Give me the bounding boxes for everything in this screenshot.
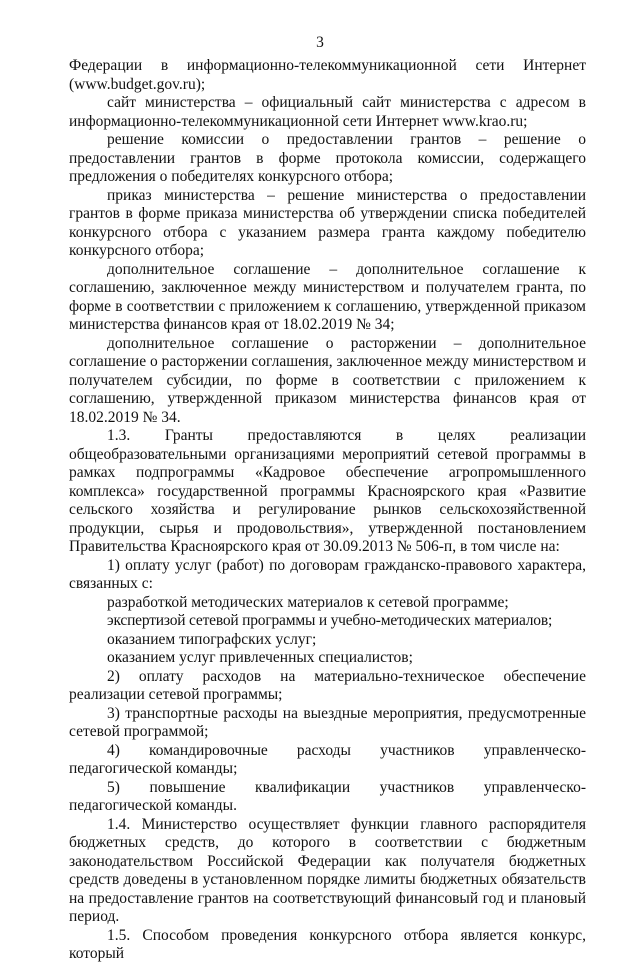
paragraph-additional-agreement: дополнительное соглашение – дополнительное соглашение к соглашению, заключенное между министерством и получателем гранта, по форме в соответствии с приложением к соглашению, утвержденной приказом министерства финансов края от 18.02.2019 № 34; — [69, 260, 586, 333]
paragraph-commission-decision: решение комиссии о предоставлении грантов – решение о предоставлении грантов в форме протокола комиссии, содержащего предложения о победителях конкурсного отбора; — [69, 131, 586, 185]
list-subitem-methodical: разработкой методических материалов к сетевой программе; — [107, 593, 509, 611]
list-item-4: 4) командировочные расходы участников управленческо-педагогической команды; — [69, 741, 586, 777]
paragraph-ministry-site: сайт министерства – официальный сайт министерства с адресом в информационно-телекоммуникационной сети Интернет www.krao.ru; — [69, 94, 586, 130]
list-subitem-expertise: экспертизой сетевой программы и учебно-методических материалов; — [107, 612, 553, 629]
paragraph-section-1-3: 1.3. Гранты предоставляются в целях реализации общеобразовательными организациями мероприятий сетевой программы в рамках подпрограммы «Кадровое обеспечение агропромышленного комплекса» государственной программы Красноярского края «Развитие сельского хозяйства и регулирование рынков сельскохозяйственной продукции, сырья и продовольствия», утвержденной постановлением Правительства Красноярского края от 30.09.2013 № 506-п, в том числе на: — [69, 427, 586, 555]
page-number: 3 — [316, 34, 324, 51]
list-item-3: 3) транспортные расходы на выездные мероприятия, предусмотренные сетевой программой; — [69, 704, 586, 740]
list-item-2: 2) оплату расходов на материально-техническое обеспечение реализации сетевой программы; — [69, 667, 586, 703]
list-subitem-printing: оказанием типографских услуг; — [107, 630, 317, 648]
list-subitem-specialists: оказанием услуг привлеченных специалистов; — [107, 649, 413, 666]
paragraph-section-1-4: 1.4. Министерство осуществляет функции главного распорядителя бюджетных средств, до которого в соответствии с бюджетным законодательством Российской Федерации как получателя бюджетных средств доведены в установленном порядке лимиты бюджетных обязательств на предоставление грантов на соответствующий финансовый год и плановый период. — [69, 815, 586, 925]
paragraph-termination-agreement: дополнительное соглашение о расторжении – дополнительное соглашение о расторжении соглашения, заключенное между министерством и получателем субсидии, по форме в соответствии с приложением к соглашению, утвержденной приказом министерства финансов края от 18.02.2019 № 34. — [69, 334, 586, 426]
paragraph-section-1-5: 1.5. Способом проведения конкурсного отбора является конкурс, который — [69, 926, 586, 962]
paragraph-budget-site: Федерации в информационно-телекоммуникационной сети Интернет (www.budget.gov.ru); — [69, 57, 586, 93]
body-text — [69, 57, 586, 964]
list-item-5: 5) повышение квалификации участников управленческо-педагогической команды. — [69, 778, 586, 814]
paragraph-ministry-order: приказ министерства – решение министерства о предоставлении грантов в форме приказа министерства об утверждении списка победителей конкурсного отбора с указанием размера гранта каждому победителю конкурсного отбора; — [69, 186, 586, 259]
list-item-1: 1) оплату услуг (работ) по договорам гражданско-правового характера, связанных с: — [69, 556, 586, 592]
